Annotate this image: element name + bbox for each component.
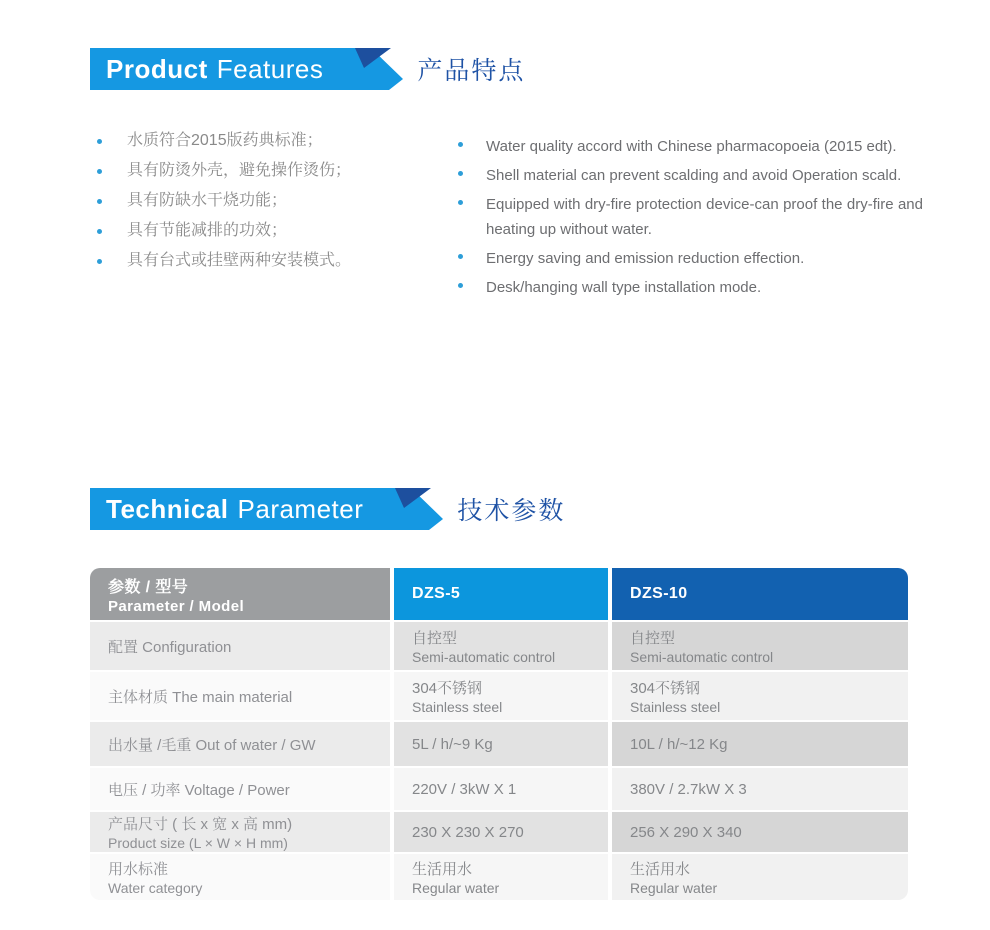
- dzs10-value-line2: Semi-automatic control: [630, 649, 774, 665]
- product-features-title-zh: 产品特点: [417, 57, 526, 85]
- row-label-line1: 主体材质 The main material: [108, 688, 293, 706]
- product-features-ribbon: [90, 48, 403, 90]
- feature-text-en: Energy saving and emission reduction effection.: [486, 250, 805, 267]
- dzs10-value-cell: [608, 812, 908, 852]
- bullet-dot-icon: [97, 199, 102, 204]
- dzs5-value-line1: 230 X 230 X 270: [412, 823, 524, 841]
- feature-item-zh: [90, 130, 442, 151]
- dzs10-value-cell: [608, 622, 908, 670]
- bullet-dot-icon: [458, 254, 463, 259]
- technical-parameter-header: [90, 488, 565, 530]
- feature-item-zh: [90, 220, 442, 241]
- bullet-dot-icon: [458, 171, 463, 176]
- dzs5-value-line2: Semi-automatic control: [412, 649, 556, 665]
- row-label-line1: 用水标准: [108, 861, 169, 878]
- header-parameter-model: [90, 568, 390, 620]
- bullet-dot-icon: [458, 200, 463, 205]
- feature-item-zh: [90, 190, 442, 211]
- bullet-dot-icon: [458, 283, 463, 288]
- header-parameter-en: Parameter / Model: [108, 597, 245, 615]
- header-parameter-zh: 参数 / 型号: [108, 578, 189, 596]
- dzs5-value-cell: [390, 812, 608, 852]
- feature-text-en: Desk/hanging wall type installation mode.: [486, 279, 762, 296]
- row-label-cell: [90, 672, 390, 720]
- row-label-cell: [90, 854, 390, 900]
- feature-text-en: Water quality accord with Chinese pharmacopoeia (2015 edt).: [486, 138, 897, 155]
- feature-text-zh: 具有防烫外壳，避免操作烫伤；: [127, 162, 352, 179]
- table-row: [90, 766, 908, 810]
- spec-table-header: [90, 568, 908, 620]
- table-row: [90, 852, 908, 900]
- feature-item-en: [455, 246, 923, 271]
- feature-item-zh: [90, 160, 442, 181]
- bullet-dot-icon: [97, 259, 102, 264]
- row-label-line1: 产品尺寸 ( 长 x 宽 x 高 mm): [108, 816, 293, 833]
- dzs10-value-line1: 304不锈钢: [630, 680, 701, 697]
- dzs10-value-cell: [608, 722, 908, 766]
- spec-table-body: [90, 620, 908, 900]
- feature-text-en: Equipped with dry-fire protection device-can proof the dry-fire and heating up without water.: [486, 196, 923, 238]
- bullet-dot-icon: [458, 142, 463, 147]
- technical-parameter-title-zh: 技术参数: [457, 497, 566, 525]
- table-row: [90, 620, 908, 670]
- ribbon-end-icon: [327, 48, 403, 90]
- spec-table: [90, 568, 908, 900]
- product-features-title: [90, 48, 327, 90]
- dzs10-value-line1: 256 X 290 X 340: [630, 823, 742, 841]
- dzs5-value-cell: [390, 768, 608, 810]
- row-label-line1: 配置 Configuration: [108, 638, 232, 656]
- dzs10-value-cell: [608, 854, 908, 900]
- feature-text-zh: 具有节能减排的功效；: [127, 222, 288, 239]
- technical-parameter-ribbon: [90, 488, 443, 530]
- dzs5-value-line1: 304不锈钢: [412, 680, 483, 697]
- dzs10-value-line2: Stainless steel: [630, 699, 721, 715]
- dzs5-value-cell: [390, 672, 608, 720]
- header-model-dzs10: DZS-10: [608, 568, 908, 620]
- table-row: [90, 670, 908, 720]
- title-word-bold: Product: [106, 53, 208, 84]
- dzs10-value-line1: 自控型: [630, 630, 676, 647]
- dzs10-value-line1: 生活用水: [630, 861, 691, 878]
- dzs10-value-line2: Regular water: [630, 880, 718, 896]
- dzs5-value-line1: 自控型: [412, 630, 458, 647]
- feature-item-zh: [90, 250, 442, 271]
- row-label-cell: [90, 768, 390, 810]
- title-word-bold: Technical: [106, 493, 229, 524]
- technical-parameter-title: [90, 488, 367, 530]
- table-row: [90, 720, 908, 766]
- bullet-dot-icon: [97, 229, 102, 234]
- feature-text-zh: 具有台式或挂壁两种安装模式。: [127, 252, 352, 269]
- feature-item-en: [455, 163, 923, 188]
- bullet-dot-icon: [97, 139, 102, 144]
- dzs5-value-line2: Stainless steel: [412, 699, 503, 715]
- title-word-regular: Features: [216, 53, 324, 84]
- row-label-line1: 出水量 /毛重 Out of water / GW: [108, 736, 316, 754]
- dzs5-value-cell: [390, 722, 608, 766]
- product-features-header: [90, 48, 525, 90]
- feature-text-en: Shell material can prevent scalding and avoid Operation scald.: [486, 167, 902, 184]
- row-label-cell: [90, 812, 390, 852]
- dzs5-value-line1: 5L / h/~9 Kg: [412, 735, 493, 753]
- row-label-line2: Product size (L × W × H mm): [108, 835, 288, 851]
- title-word-regular: Parameter: [237, 493, 364, 524]
- features-list-zh: [90, 130, 442, 280]
- dzs5-value-cell: [390, 854, 608, 900]
- dzs5-value-line1: 220V / 3kW X 1: [412, 780, 517, 798]
- row-label-cell: [90, 622, 390, 670]
- dzs10-value-line1: 380V / 2.7kW X 3: [630, 780, 747, 798]
- bullet-dot-icon: [97, 169, 102, 174]
- row-label-line2: Water category: [108, 880, 203, 896]
- feature-item-en: [455, 275, 923, 300]
- feature-item-en: [455, 192, 923, 242]
- dzs10-value-cell: [608, 768, 908, 810]
- header-model-dzs5: DZS-5: [390, 568, 608, 620]
- row-label-cell: [90, 722, 390, 766]
- ribbon-end-icon: [367, 488, 443, 530]
- feature-item-en: [455, 134, 923, 159]
- row-label-line1: 电压 / 功率 Voltage / Power: [108, 781, 290, 799]
- features-list-en: [455, 134, 923, 304]
- table-row: [90, 810, 908, 852]
- feature-text-zh: 水质符合2015版药典标准；: [127, 132, 323, 149]
- dzs5-value-cell: [390, 622, 608, 670]
- dzs10-value-cell: [608, 672, 908, 720]
- dzs5-value-line2: Regular water: [412, 880, 500, 896]
- dzs10-value-line1: 10L / h/~12 Kg: [630, 735, 728, 753]
- dzs5-value-line1: 生活用水: [412, 861, 473, 878]
- feature-text-zh: 具有防缺水干烧功能；: [127, 192, 288, 209]
